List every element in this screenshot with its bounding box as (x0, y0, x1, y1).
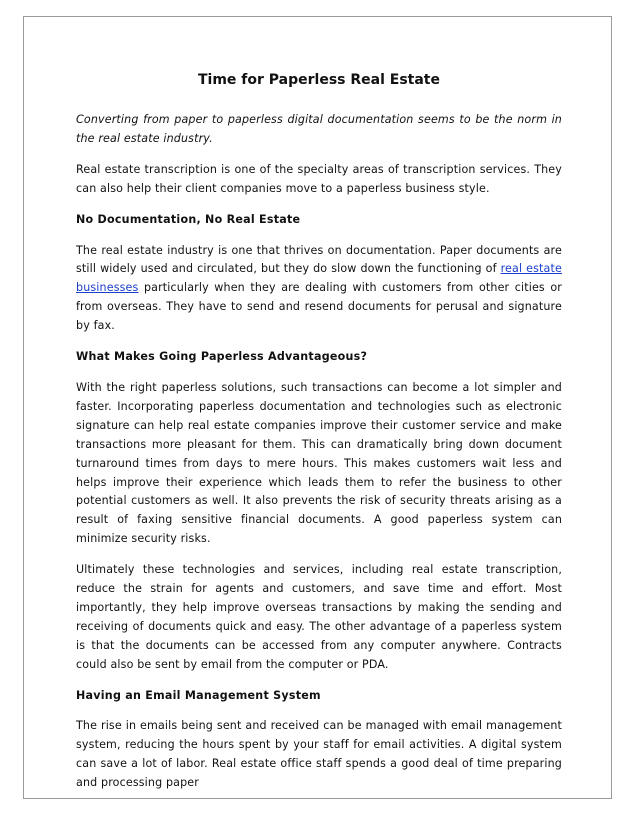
paragraph-transcription: Real estate transcription is one of the specialty areas of transcription services. They can also help their client companies move to a paperless business style. (76, 162, 562, 195)
heading-no-documentation: No Documentation, No Real Estate (76, 212, 301, 226)
paragraph-advantages: With the right paperless solutions, such transactions can become a lot simpler and faster. Incorporating paperless documentation and technologies such as electronic signature can help real estate companies improve their customer service and make transactions more pleasant for them. This can dramatically bring down document turnaround times from days to mere hours. This makes customers wait less and helps improve their experience which leads them to refer the business to other potential customers as well. It also prevents the risk of security threats arising as a result of faxing sensitive financial documents. A good paperless system can minimize security risks. (76, 380, 562, 546)
intro-paragraph: Converting from paper to paperless digital documentation seems to be the norm in the real estate industry. (76, 113, 562, 145)
paragraph-ultimately: Ultimately these technologies and services, including real estate transcription, reduce the strain for agents and customers, and save time and effort. Most importantly, they help improve overseas transactions by making the sending and receiving of documents quick and easy. The other advantage of a paperless system is that the documents can be accessed from any computer anywhere. Contracts could also be sent by email from the computer or PDA. (76, 563, 562, 671)
real-estate-businesses-link[interactable]: real estate businesses (76, 262, 562, 295)
paragraph-text: The real estate industry is one that thrives on documentation. Paper documents are still widely used and circulated, but they do slow down the functioning of (76, 243, 562, 276)
heading-advantages: What Makes Going Paperless Advantageous? (76, 350, 368, 364)
document-content (76, 72, 562, 793)
paragraph-documentation (76, 242, 562, 337)
heading-email-management: Having an Email Management System (76, 688, 321, 702)
paragraph-email: The rise in emails being sent and received can be managed with email management system, reducing the hours spent by your staff for email activities. A digital system can save a lot of labor. Real estate office staff spends a good deal of time preparing and processing paper (76, 719, 562, 790)
document-title: Time for Paperless Real Estate (198, 72, 440, 88)
paragraph-text: particularly when they are dealing with customers from other cities or from overseas. They have to send and resend documents for perusal and signature by fax. (76, 281, 562, 333)
